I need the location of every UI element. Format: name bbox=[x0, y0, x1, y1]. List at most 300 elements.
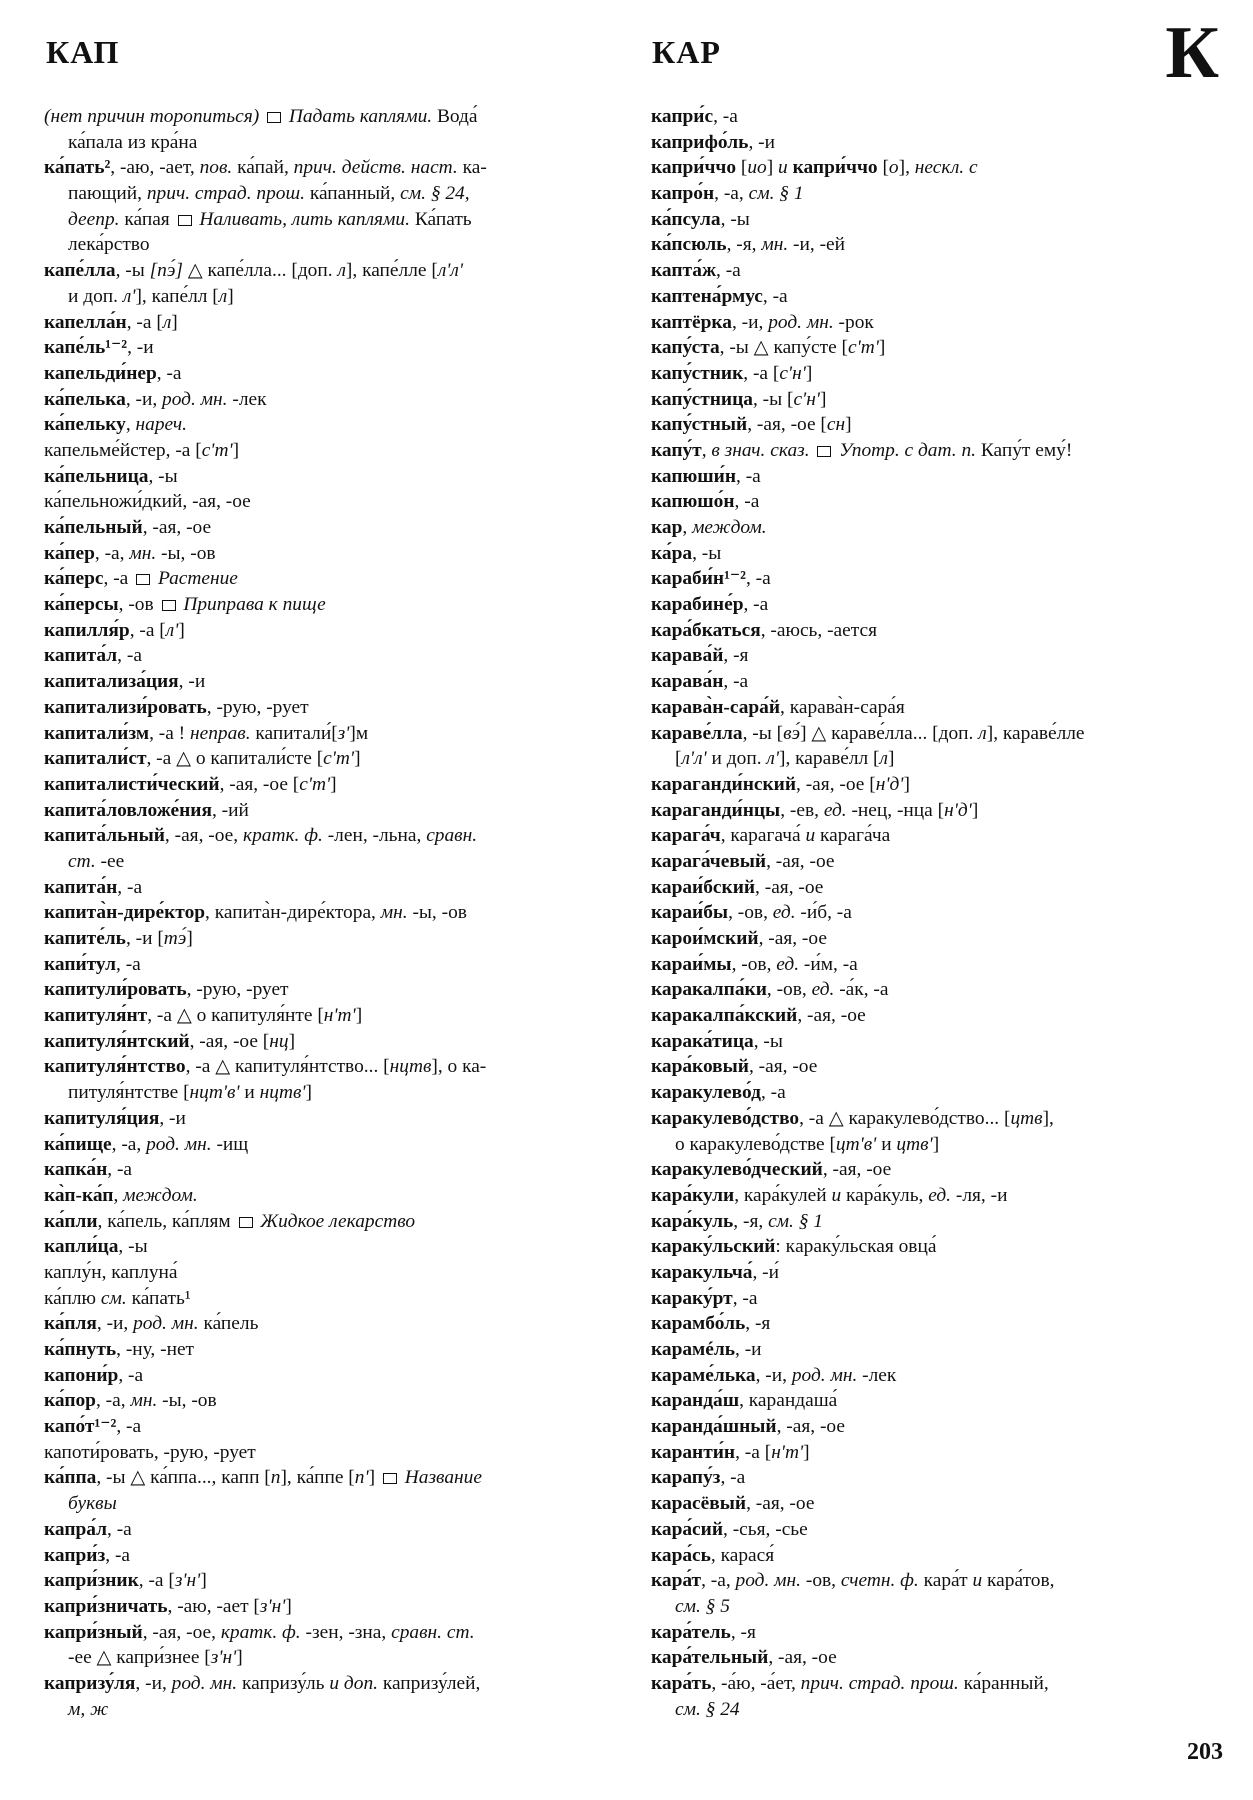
grammar-note: ед. bbox=[823, 799, 847, 821]
entry-text: , -ая, -ое bbox=[768, 1647, 837, 1669]
entry-text: , -а bbox=[732, 1287, 758, 1309]
headword: каракулево́дство bbox=[651, 1107, 800, 1129]
dictionary-entry-line bbox=[651, 1337, 1223, 1363]
headword: капелла́н bbox=[44, 311, 127, 333]
headword: каранда́ш bbox=[651, 1390, 740, 1412]
headword: ка́перс bbox=[44, 568, 104, 590]
dictionary-entry-line bbox=[44, 1260, 610, 1286]
entry-text: , -ая, -ое [ bbox=[796, 773, 876, 795]
dictionary-entry-line bbox=[651, 1260, 1223, 1286]
headword: капризу́ля bbox=[44, 1672, 136, 1694]
entry-text: , -и bbox=[748, 131, 775, 153]
grammar-note: см. § 24, bbox=[400, 183, 470, 205]
headword: каракулево́дческий bbox=[651, 1159, 823, 1181]
grammar-note: ед. bbox=[928, 1184, 952, 1206]
grammar-note: род. мн. bbox=[791, 1364, 858, 1386]
entry-text: ] bbox=[803, 1441, 810, 1463]
dictionary-entry-line bbox=[651, 1003, 1223, 1029]
entry-text: , -а bbox=[105, 1544, 131, 1566]
dictionary-entry-line bbox=[44, 721, 610, 747]
entry-text: , -и, bbox=[96, 1313, 134, 1335]
headword: капитули́ровать bbox=[44, 979, 187, 1001]
entry-text: , -ов, bbox=[731, 953, 777, 975]
right-guide-word: КАР bbox=[652, 34, 721, 70]
headword: караку́рт bbox=[651, 1287, 733, 1309]
dictionary-entry-line bbox=[651, 412, 1223, 438]
entry-text: ] △ караве́лла... [доп. bbox=[800, 722, 979, 744]
grammar-note: род. мн. bbox=[768, 311, 834, 333]
usage-note-box-icon bbox=[178, 215, 192, 226]
entry-text: , -а △ о капитали́сте [ bbox=[146, 748, 324, 770]
entry-text: , -рую, -рует bbox=[206, 696, 309, 718]
grammar-note: нареч. bbox=[135, 414, 187, 436]
headword: каракалпа́ки bbox=[651, 979, 767, 1001]
grammar-note: Название bbox=[399, 1467, 482, 1489]
dictionary-entry-line bbox=[651, 1543, 1223, 1569]
entry-continuation-line bbox=[651, 1132, 1223, 1158]
headword: капри́зничать bbox=[44, 1595, 168, 1617]
headword: капитализи́ровать bbox=[44, 696, 207, 718]
entry-text: , -аюсь, -ается bbox=[760, 619, 877, 641]
headword: карабине́р bbox=[651, 594, 744, 616]
headword: капюшо́н bbox=[651, 491, 735, 513]
dictionary-entry-line bbox=[44, 438, 610, 464]
dictionary-entry-line bbox=[651, 541, 1223, 567]
entry-text: , -я, bbox=[726, 234, 762, 256]
grammar-note: Употр. с дат. п. bbox=[834, 439, 976, 461]
headword: ка́ра bbox=[651, 542, 693, 564]
headword: капу́стница bbox=[651, 388, 753, 410]
headword: капри́з bbox=[44, 1544, 106, 1566]
entry-text: , -ая, -ое [ bbox=[219, 773, 300, 795]
headword: кар bbox=[651, 517, 683, 538]
entry-text: ] bbox=[805, 362, 813, 384]
entry-text: Вода́ bbox=[432, 106, 478, 127]
dictionary-entry-line bbox=[651, 721, 1223, 747]
headword: кара́бкаться bbox=[651, 619, 761, 641]
grammar-note: л' bbox=[766, 748, 780, 770]
entry-text: , -а́ю, -а́ет, bbox=[711, 1672, 801, 1694]
entry-text: , -а △ каракулево́дство... [ bbox=[799, 1107, 1011, 1129]
grammar-note: с'т' bbox=[323, 748, 355, 770]
headword: капельди́нер bbox=[44, 362, 157, 384]
entry-text: ка́пай, bbox=[232, 157, 294, 179]
grammar-note: ед. bbox=[772, 902, 796, 924]
entry-text: ] bbox=[355, 1005, 363, 1027]
dictionary-entry-line bbox=[44, 772, 610, 798]
entry-text: , -ы △ ка́ппа..., капп [ bbox=[96, 1467, 271, 1489]
entry-text: , -ая, -ое bbox=[776, 1416, 845, 1438]
headword: капу́стник bbox=[651, 362, 744, 384]
entry-continuation-line bbox=[44, 181, 610, 207]
entry-text: , -и, bbox=[755, 1364, 792, 1386]
entry-text: , -ы bbox=[115, 260, 150, 282]
entry-text: ] bbox=[171, 311, 178, 333]
entry-text: , -ев, bbox=[780, 799, 824, 821]
headword: караганди́нцы bbox=[651, 799, 781, 821]
entry-continuation-line bbox=[651, 746, 1223, 772]
dictionary-entry-line bbox=[651, 849, 1223, 875]
entry-text: , -а, bbox=[701, 1570, 736, 1592]
grammar-note: см. § 24 bbox=[675, 1698, 740, 1720]
entry-text: ка́пая bbox=[119, 208, 175, 230]
entry-text: , -а, bbox=[94, 542, 130, 564]
grammar-note: род. мн. bbox=[171, 1672, 238, 1694]
entry-text: , -и́ bbox=[752, 1261, 779, 1283]
usage-note-box-icon bbox=[162, 600, 176, 611]
dictionary-entry-line bbox=[44, 412, 610, 438]
dictionary-entry-line bbox=[44, 1388, 610, 1414]
headword: капита̀н-дире́ктор bbox=[44, 902, 206, 924]
dictionary-entry-line bbox=[651, 1286, 1223, 1312]
entry-text: ] bbox=[236, 1647, 243, 1669]
grammar-note: пов. bbox=[199, 157, 233, 179]
entry-text: ка- bbox=[457, 157, 487, 179]
headword: капита́л bbox=[44, 645, 118, 667]
grammar-note: л'л' bbox=[681, 748, 707, 770]
entry-text: -ов, bbox=[801, 1570, 841, 1592]
grammar-note: м, ж bbox=[68, 1698, 109, 1720]
grammar-note: [пэ́] bbox=[149, 260, 183, 282]
dictionary-entry-line bbox=[651, 926, 1223, 952]
dictionary-entry-line bbox=[651, 566, 1223, 592]
entry-continuation-line bbox=[44, 1697, 610, 1723]
headword: ка́псула bbox=[651, 208, 721, 230]
entry-continuation-line bbox=[44, 232, 610, 258]
dictionary-entry-line bbox=[651, 592, 1223, 618]
headword: ка́пнуть bbox=[44, 1339, 117, 1360]
entry-text: , -а bbox=[745, 568, 771, 590]
dictionary-entry-line bbox=[651, 310, 1223, 336]
headword: каприфо́ль bbox=[651, 131, 749, 153]
dictionary-entry-line bbox=[651, 1440, 1223, 1466]
grammar-note: л bbox=[978, 722, 987, 744]
grammar-note: нцт'в' bbox=[189, 1082, 240, 1104]
dictionary-entry-line bbox=[44, 875, 610, 901]
dictionary-entry-line bbox=[44, 1363, 610, 1389]
entry-text: , -а bbox=[156, 362, 182, 384]
dictionary-entry-line bbox=[44, 387, 610, 413]
headword: караганди́нский bbox=[651, 773, 797, 795]
headword: кара́кули bbox=[651, 1184, 735, 1206]
headword: капри́ччо bbox=[651, 157, 737, 179]
grammar-note: см. § 1 bbox=[748, 183, 804, 205]
dictionary-entry-line bbox=[651, 900, 1223, 926]
entry-text: , -ы [ bbox=[752, 388, 794, 410]
grammar-note: род. мн. bbox=[735, 1570, 802, 1592]
dictionary-entry-line bbox=[651, 1106, 1223, 1132]
entry-text: -ы, -ов bbox=[407, 902, 467, 924]
entry-text: ], ка́ппе [ bbox=[280, 1467, 355, 1489]
headword: каракульча́ bbox=[651, 1261, 753, 1283]
dictionary-entry-line bbox=[44, 1234, 610, 1260]
entry-text: , -а bbox=[118, 1364, 144, 1386]
entry-text: , -а bbox=[713, 106, 738, 127]
entry-text: -ее bbox=[95, 850, 125, 872]
headword: кара́сий bbox=[651, 1518, 724, 1540]
grammar-note: цтв bbox=[1010, 1107, 1043, 1129]
entry-continuation-line bbox=[44, 849, 610, 875]
grammar-note: и bbox=[778, 157, 788, 179]
headword: капитализа́ция bbox=[44, 671, 179, 693]
dictionary-entry-line bbox=[651, 130, 1223, 156]
dictionary-entry-line bbox=[651, 1029, 1223, 1055]
dictionary-entry-line bbox=[44, 541, 610, 567]
entry-text: , капита̀н-дире́ктора, bbox=[205, 902, 381, 924]
entry-text: , -ая, -ое bbox=[766, 850, 835, 872]
grammar-note: см. § 5 bbox=[675, 1595, 730, 1617]
grammar-note: и bbox=[805, 825, 816, 847]
grammar-note: и доп. bbox=[329, 1672, 378, 1694]
entry-text: , -а [ bbox=[129, 619, 166, 641]
entry-text: , -а [ bbox=[743, 362, 780, 384]
headword: карамбо́ль bbox=[651, 1313, 746, 1335]
headword: ка́пать² bbox=[44, 157, 111, 179]
entry-text: ка́ранный, bbox=[958, 1672, 1049, 1694]
dictionary-entry-line bbox=[651, 669, 1223, 695]
entry-text: кара́т bbox=[918, 1570, 973, 1592]
dictionary-entry-line bbox=[651, 695, 1223, 721]
grammar-note: н'т' bbox=[771, 1441, 804, 1463]
headword: ка́пля bbox=[44, 1313, 97, 1335]
dictionary-entry-line bbox=[44, 1003, 610, 1029]
dictionary-entry-line bbox=[44, 1465, 610, 1491]
entry-text: карага́ча bbox=[815, 825, 891, 847]
entry-text: кара́тов, bbox=[982, 1570, 1055, 1592]
entry-text: , карава̀н-сара́я bbox=[780, 696, 905, 718]
grammar-note: см. § 1 bbox=[768, 1210, 823, 1232]
entry-text: Ка́пать bbox=[409, 208, 472, 230]
headword: карага́чевый bbox=[651, 850, 767, 872]
entry-text: о каракулево́дстве [ bbox=[675, 1133, 836, 1155]
headword: капри́с bbox=[651, 106, 714, 127]
grammar-note: с'т' bbox=[848, 337, 879, 359]
dictionary-entry-line bbox=[651, 643, 1223, 669]
headword: капиталисти́ческий bbox=[44, 773, 220, 795]
dictionary-entry-line bbox=[651, 618, 1223, 644]
entry-text: ] bbox=[903, 773, 910, 795]
grammar-note: с'т' bbox=[201, 439, 233, 461]
entry-text: ], bbox=[1042, 1107, 1054, 1129]
entry-text: , -а bbox=[107, 1518, 132, 1540]
entry-text: ка́панный, bbox=[304, 183, 401, 205]
grammar-note: междом. bbox=[692, 517, 767, 538]
headword: карои́мский bbox=[651, 928, 759, 949]
dictionary-entry-line bbox=[651, 1234, 1223, 1260]
grammar-note: н'д' bbox=[875, 773, 904, 795]
headword: капитуля́нтский bbox=[44, 1030, 190, 1052]
entry-text: , -ов, bbox=[728, 902, 773, 924]
entry-text: , -ая, -ое bbox=[746, 1493, 815, 1515]
entry-text: , -и bbox=[735, 1339, 762, 1360]
headword: карапу́з bbox=[651, 1467, 721, 1489]
entry-text: , -ы bbox=[720, 208, 750, 230]
entry-text: ], о ка- bbox=[431, 1056, 487, 1078]
entry-text: , -и bbox=[178, 671, 206, 693]
entry-text: -рок bbox=[833, 311, 874, 333]
grammar-note: з'н' bbox=[259, 1595, 286, 1617]
entry-text: [ bbox=[877, 157, 889, 179]
entry-text: , bbox=[701, 439, 712, 461]
dictionary-entry-line bbox=[651, 155, 1223, 181]
dictionary-entry-line bbox=[44, 1286, 610, 1312]
entry-text: ] bbox=[200, 1570, 207, 1592]
entry-text: и bbox=[876, 1133, 897, 1155]
entry-text: питуля́нтстве [ bbox=[68, 1082, 190, 1104]
dictionary-entry-line bbox=[651, 772, 1223, 798]
entry-text: , -а bbox=[716, 260, 741, 282]
usage-note-box-icon bbox=[267, 112, 281, 123]
grammar-note: нц bbox=[269, 1030, 289, 1052]
entry-text: , -а bbox=[734, 491, 760, 513]
entry-text: , -и, bbox=[125, 388, 163, 410]
entry-text: , -ая, -ое, bbox=[164, 825, 243, 847]
grammar-note: с'н' bbox=[779, 362, 806, 384]
grammar-note: и bbox=[972, 1570, 983, 1592]
entry-text: , -сья, -сье bbox=[723, 1518, 808, 1540]
entry-text: ] bbox=[368, 1467, 380, 1489]
entry-text: и bbox=[239, 1082, 260, 1104]
dictionary-entry-line bbox=[651, 207, 1223, 233]
dictionary-entry-line bbox=[44, 489, 610, 515]
headword: карасёвый bbox=[651, 1493, 747, 1515]
headword: капта́ж bbox=[651, 260, 717, 282]
dictionary-entry-line bbox=[44, 592, 610, 618]
headword: капитали́зм bbox=[44, 722, 150, 744]
dictionary-entry-line bbox=[651, 335, 1223, 361]
dictionary-entry-line bbox=[44, 155, 610, 181]
entry-text: , -ну, -нет bbox=[116, 1339, 195, 1360]
entry-text: , -ая, -ое [ bbox=[189, 1030, 270, 1052]
entry-text: ка́пельножи́дкий, -ая, -ое bbox=[44, 491, 251, 513]
headword: караи́бы bbox=[651, 902, 729, 924]
headword: капи́тул bbox=[44, 953, 117, 975]
entry-text: -ля, -и bbox=[951, 1184, 1008, 1206]
dictionary-entry-line bbox=[651, 232, 1223, 258]
grammar-note: л bbox=[879, 748, 888, 770]
grammar-note: род. мн. bbox=[162, 388, 228, 410]
entry-text: ка́пель bbox=[198, 1313, 259, 1335]
headword: капри́ччо bbox=[787, 157, 878, 179]
headword: капилля́р bbox=[44, 619, 130, 641]
headword: караме́лька bbox=[651, 1364, 756, 1386]
entry-text: , -рую, -рует bbox=[186, 979, 289, 1001]
entry-text: , -ая, -ое, bbox=[142, 1621, 221, 1643]
dictionary-entry-line bbox=[44, 1414, 610, 1440]
entry-continuation-line bbox=[651, 1594, 1223, 1620]
grammar-note: нцтв bbox=[389, 1056, 432, 1078]
headword: кара́тельный bbox=[651, 1647, 769, 1669]
entry-text: , -а bbox=[760, 1082, 786, 1104]
dictionary-entry-line bbox=[651, 875, 1223, 901]
entry-text: кара́куль, bbox=[841, 1184, 929, 1206]
dictionary-entry-line bbox=[651, 1671, 1223, 1697]
headword: ка́псюль bbox=[651, 234, 727, 256]
headword: карaку́льский bbox=[651, 1236, 776, 1258]
grammar-note: Жидкое лекарство bbox=[255, 1210, 416, 1232]
entry-text: , -ая, -ое bbox=[797, 1005, 866, 1027]
entry-text: , -ая, -ое [ bbox=[747, 414, 827, 436]
headword: ка́пельница bbox=[44, 465, 149, 487]
entry-text: ], караве́лле bbox=[986, 722, 1085, 744]
headword: капро́н bbox=[651, 183, 715, 205]
entry-text: -и́б, -а bbox=[795, 902, 852, 924]
entry-text: ] bbox=[305, 1082, 313, 1104]
entry-text: , -ы bbox=[753, 1030, 783, 1052]
dictionary-entry-line bbox=[44, 823, 610, 849]
entry-continuation-line bbox=[44, 1645, 610, 1671]
headword: капра́л bbox=[44, 1518, 108, 1540]
grammar-note: кратк. ф. bbox=[220, 1621, 301, 1643]
entry-text: , -а bbox=[736, 465, 761, 487]
entry-continuation-line bbox=[651, 1697, 1223, 1723]
entry-text: , -а bbox=[103, 568, 134, 590]
dictionary-entry-line bbox=[651, 1517, 1223, 1543]
headword: каракулево́д bbox=[651, 1082, 761, 1104]
grammar-note: Наливать, лить каплями. bbox=[194, 208, 410, 230]
grammar-note: мн. bbox=[761, 234, 789, 256]
dictionary-entry-line bbox=[44, 566, 610, 592]
entry-text: ] bbox=[971, 799, 979, 821]
dictionary-entry-line bbox=[44, 1517, 610, 1543]
headword: капка́н bbox=[44, 1159, 108, 1181]
entry-text: : кaраку́льская овца́ bbox=[775, 1236, 937, 1258]
dictionary-entry-line bbox=[44, 1620, 610, 1646]
grammar-note: л' bbox=[165, 619, 179, 641]
headword: кара́сь bbox=[651, 1544, 711, 1566]
dictionary-entry-line bbox=[651, 798, 1223, 824]
entry-text: , -а bbox=[720, 1467, 746, 1489]
entry-text: ], bbox=[898, 157, 915, 179]
entry-text: ] bbox=[819, 388, 827, 410]
grammar-note: п bbox=[270, 1467, 281, 1489]
headword: капри́зник bbox=[44, 1570, 139, 1592]
grammar-note: о bbox=[888, 157, 899, 179]
headword: капу́ста bbox=[651, 337, 720, 359]
grammar-note: род. мн. bbox=[133, 1313, 199, 1335]
dictionary-entry-line bbox=[44, 361, 610, 387]
entry-text: , -а [ bbox=[735, 1441, 772, 1463]
left-column bbox=[44, 104, 610, 1722]
dictionary-entry-line bbox=[44, 1209, 610, 1235]
entry-continuation-line bbox=[44, 130, 610, 156]
entry-text: , карася́ bbox=[710, 1544, 775, 1566]
dictionary-entry-line bbox=[44, 669, 610, 695]
grammar-note: сравн. ст. bbox=[391, 1621, 475, 1643]
headword: караи́бский bbox=[651, 876, 756, 898]
entry-text: ]м bbox=[349, 722, 369, 744]
dictionary-entry-line bbox=[44, 952, 610, 978]
entry-text: , -аю, -ает [ bbox=[167, 1595, 260, 1617]
grammar-note: и bbox=[831, 1184, 842, 1206]
dictionary-entry-line bbox=[651, 1645, 1223, 1671]
grammar-note: л bbox=[337, 260, 346, 282]
grammar-note: деепр. bbox=[68, 208, 120, 230]
dictionary-entry-line bbox=[651, 1311, 1223, 1337]
entry-text: ка́пать¹ bbox=[126, 1287, 191, 1309]
entry-continuation-line bbox=[44, 1491, 610, 1517]
grammar-note: цт'в' bbox=[835, 1133, 877, 1155]
grammar-note: буквы bbox=[68, 1493, 117, 1515]
headword: караи́мы bbox=[651, 953, 732, 975]
grammar-note: мн. bbox=[129, 542, 157, 564]
dictionary-entry-line bbox=[44, 1054, 610, 1080]
grammar-note: с'т' bbox=[299, 773, 331, 795]
entry-text: , -ы bbox=[148, 465, 178, 487]
headword: ка̀п-ка́п bbox=[44, 1184, 114, 1206]
entry-text: , -и [ bbox=[125, 928, 164, 949]
entry-text: , -ы △ капу́сте [ bbox=[719, 337, 848, 359]
